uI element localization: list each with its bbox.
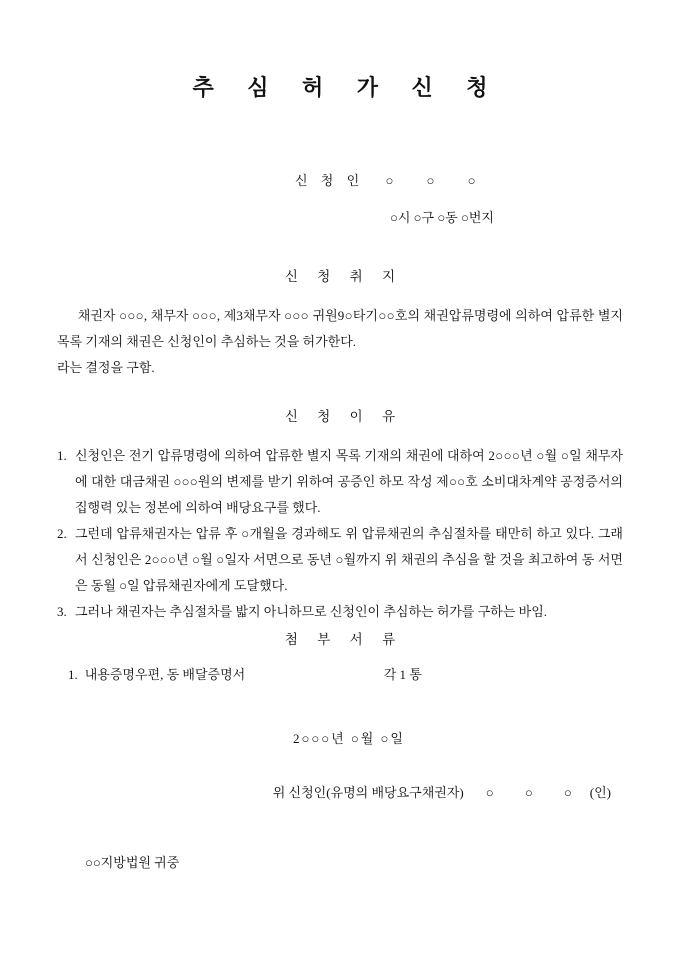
applicant-name-line xyxy=(57,168,623,194)
signature-name-circles: ○ ○ ○ xyxy=(485,785,572,800)
attachments-heading: 첨 부 서 류 xyxy=(284,632,404,647)
reason-text: 그러나 채권자는 추심절차를 밟지 아니하므로 신청인이 추심하는 허가를 구하는 바임. xyxy=(75,604,548,619)
attachment-name: 내용증명우편, 동 배달증명서 xyxy=(84,667,246,682)
applicant-name-circles: ○ ○ ○ xyxy=(385,173,476,188)
applicant-address: ○시 ○구 ○동 ○번지 xyxy=(390,210,494,225)
reasons-heading: 신 청 이 유 xyxy=(284,409,404,424)
attachment-row xyxy=(57,662,623,688)
signature-label: 위 신청인(유명의 배당요구채권자) xyxy=(272,785,464,800)
reason-number: 1. xyxy=(57,448,67,463)
reason-item xyxy=(57,521,623,599)
document-title: 추 심 허 가 신 청 xyxy=(192,75,502,100)
signature-seal: (인) xyxy=(589,785,611,800)
purpose-closing: 라는 결정을 구함. xyxy=(57,360,155,375)
reason-text: 그런데 압류채권자는 압류 후 ○개월을 경과해도 위 압류채권의 추심절차를 태만히 하고 있다. 그래서 신청인은 2○○○년 ○월 ○일자 서면으로 동년 ○월까지 위 채권의 추심을 할 것을 최고하여 동 서면은 동월 ○일 압류채권자에게 도달했다. xyxy=(75,526,623,593)
reason-item xyxy=(57,443,623,521)
reason-number: 3. xyxy=(57,604,67,619)
reason-text: 신청인은 전기 압류명령에 의하여 압류한 별지 목록 기재의 채권에 대하여 2○○○년 ○월 ○일 채무자에 대한 대금채권 ○○○원의 변제를 받기 위하여 공증인 하모 작성 제○○호 소비대차계약 공정증서의 집행력 있는 정본에 의하여 배당요구를 했다. xyxy=(75,448,623,515)
applicant-label: 신 청 인 xyxy=(295,173,365,188)
purpose-heading: 신 청 취 지 xyxy=(284,269,404,284)
attachment-number: 1. xyxy=(68,667,78,682)
reasons-list xyxy=(57,443,623,625)
purpose-body: 채권자 ○○○, 채무자 ○○○, 제3채무자 ○○○ 귀원9○타기○○호의 채권압류명령에 의하여 압류한 별지 목록 기재의 채권은 신청인이 추심하는 것을 허가한다. xyxy=(57,308,623,349)
date-line: 2○○○년 ○월 ○일 xyxy=(293,731,405,746)
signature-line xyxy=(57,780,623,806)
attachment-quantity: 각 1 통 xyxy=(383,667,422,682)
court-line: ○○지방법원 귀중 xyxy=(85,855,180,870)
reason-item xyxy=(57,599,623,625)
reason-number: 2. xyxy=(57,526,67,541)
